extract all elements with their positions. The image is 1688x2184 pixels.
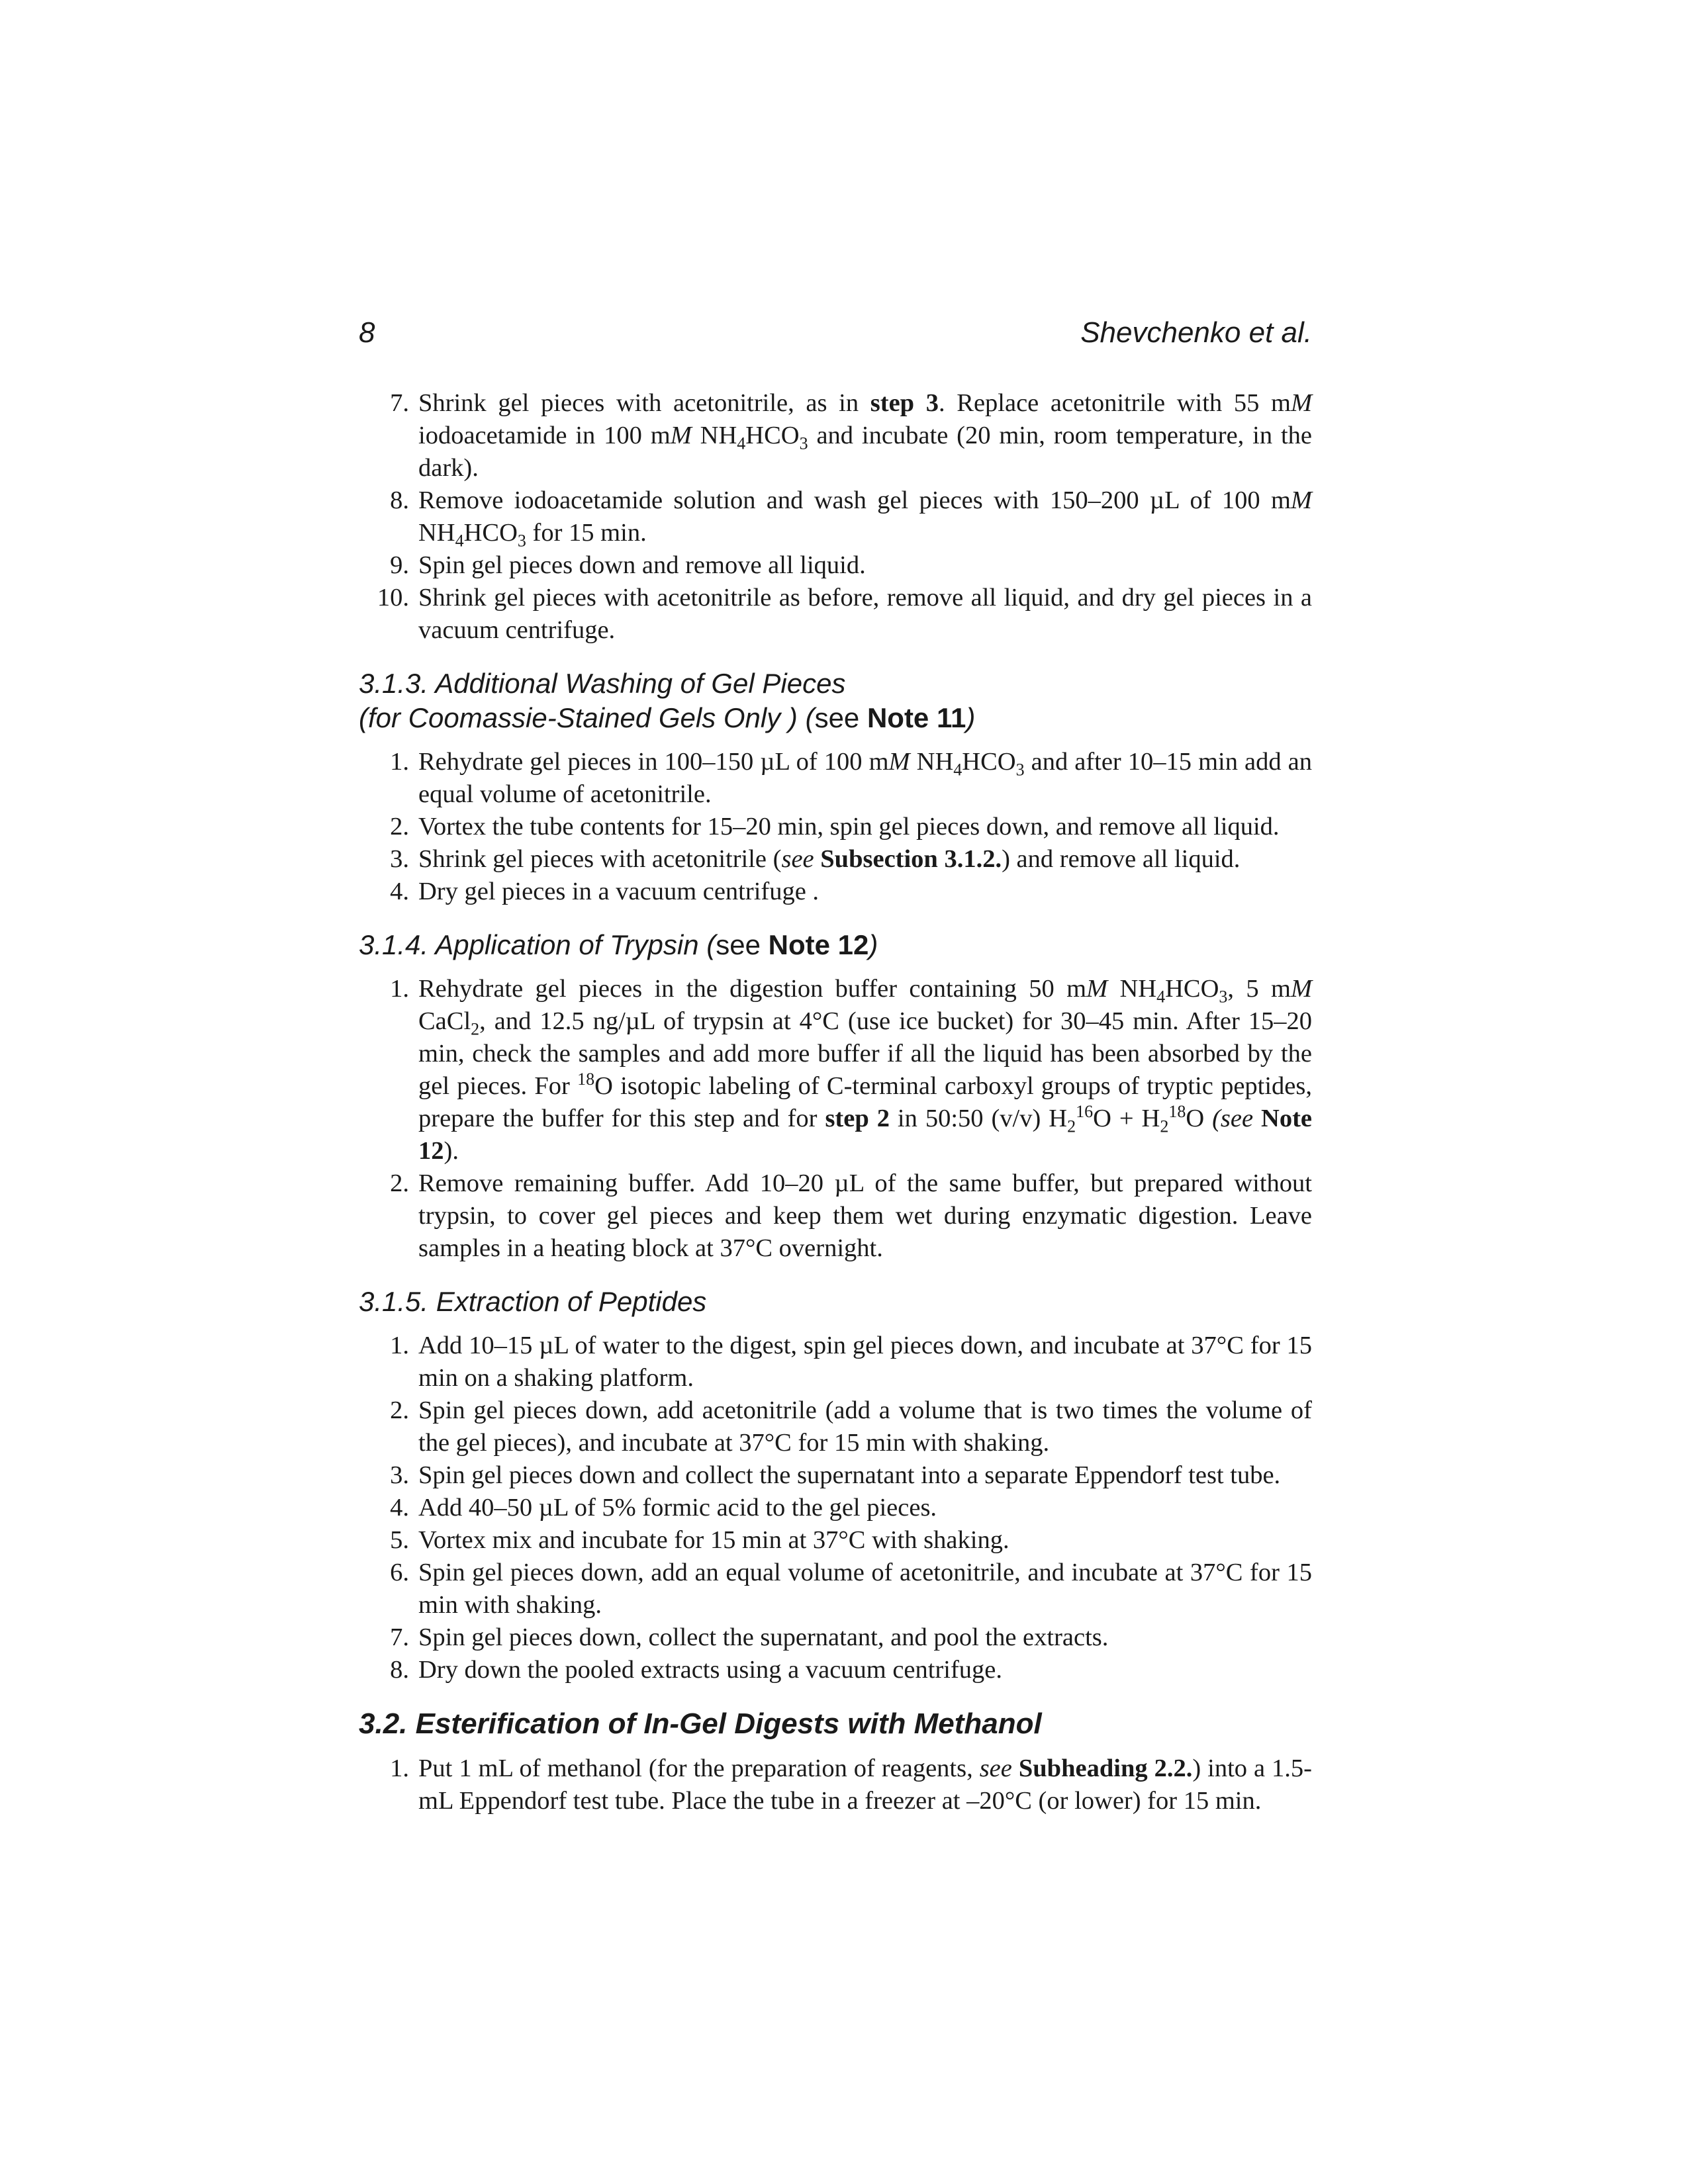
item-number: 2. xyxy=(390,813,409,841)
item-number: 5. xyxy=(390,1526,409,1554)
step-list-3-2 xyxy=(359,1752,1312,1817)
item-text: Shrink gel pieces with acetonitrile (see Subsection 3.1.2.) and remove all liquid. xyxy=(418,845,1241,873)
step-list-3-1-3 xyxy=(359,746,1312,908)
list-item xyxy=(359,387,1312,484)
step-reference: step 2 xyxy=(825,1105,890,1132)
item-text: Put 1 mL of methanol (for the preparation of reagents, see Subheading 2.2.) into a 1.5-mL Eppendorf test tube. Place the tube in a freezer at –20°C (or lower) for 15 min. xyxy=(418,1754,1313,1815)
note-reference: Note 11 xyxy=(867,702,966,733)
running-header xyxy=(359,316,1312,357)
item-number: 4. xyxy=(390,878,409,905)
item-text: Dry gel pieces in a vacuum centrifuge . xyxy=(418,878,820,905)
item-text: Add 40–50 µL of 5% formic acid to the gel pieces. xyxy=(418,1494,937,1522)
item-text: Spin gel pieces down, collect the supernatant, and pool the extracts. xyxy=(418,1623,1109,1651)
list-item xyxy=(359,1492,1312,1524)
step-list-3-1-4 xyxy=(359,973,1312,1265)
item-text: Remove iodoacetamide solution and wash gel pieces with 150–200 µL of 100 mM $NH_4HCO_3$ for 15 min. xyxy=(418,486,1312,551)
list-item xyxy=(359,1557,1312,1621)
page-body xyxy=(359,387,1312,1817)
item-text: Spin gel pieces down and remove all liquid. xyxy=(418,551,866,579)
item-number: 9. xyxy=(390,551,409,579)
item-number: 8. xyxy=(390,486,409,514)
list-item xyxy=(359,811,1312,843)
section-heading-3-1-3: 3.1.3. Additional Washing of Gel Pieces (for Coomassie-Stained Gels Only ) (see Note 11) xyxy=(359,668,976,733)
list-item xyxy=(359,1524,1312,1557)
section-heading-3-2: 3.2. Esterification of In-Gel Digests with Methanol xyxy=(359,1707,1042,1740)
list-item xyxy=(359,843,1312,876)
list-item xyxy=(359,876,1312,908)
note-reference: Note 12 xyxy=(418,1105,1312,1165)
item-text: Rehydrate gel pieces in 100–150 µL of 100 mM $NH_4HCO_3$ and after 10–15 min add an equal volume of acetonitrile. xyxy=(418,748,1312,808)
running-head-authors: Shevchenko et al. xyxy=(1080,316,1312,349)
item-text: Vortex the tube contents for 15–20 min, spin gel pieces down, and remove all liquid. xyxy=(418,813,1280,841)
item-text: Shrink gel pieces with acetonitrile, as in step 3. Replace acetonitrile with 55 mM iodoacetamide in 100 mM $NH_4HCO_3$ and incubate (20 min, room temperature, in the dark). xyxy=(418,389,1313,482)
item-number: 8. xyxy=(390,1656,409,1684)
list-item xyxy=(359,582,1312,647)
item-number: 1. xyxy=(390,975,409,1003)
list-item xyxy=(359,1752,1312,1817)
list-item xyxy=(359,973,1312,1167)
item-text: Dry down the pooled extracts using a vacuum centrifuge. xyxy=(418,1656,1003,1684)
list-item xyxy=(359,746,1312,811)
page-number: 8 xyxy=(359,316,375,349)
item-text: Add 10–15 µL of water to the digest, spin gel pieces down, and incubate at 37°C for 15 min on a shaking platform. xyxy=(418,1332,1312,1392)
continued-step-list xyxy=(359,387,1312,647)
item-number: 7. xyxy=(390,389,409,417)
list-item xyxy=(359,1394,1312,1459)
item-text: Spin gel pieces down, add acetonitrile (add a volume that is two times the volume of the gel pieces), and incubate at 37°C for 15 min with shaking. xyxy=(418,1396,1312,1457)
item-number: 3. xyxy=(390,1461,409,1489)
item-text: Remove remaining buffer. Add 10–20 µL of the same buffer, but prepared without trypsin, to cover gel pieces and keep them wet during enzymatic digestion. Leave samples in a heating block at 37°C overnight. xyxy=(418,1169,1312,1262)
list-item xyxy=(359,1621,1312,1654)
item-text: Shrink gel pieces with acetonitrile as before, remove all liquid, and dry gel pieces in a vacuum centrifuge. xyxy=(418,584,1312,644)
list-item xyxy=(359,484,1312,549)
item-number: 3. xyxy=(390,845,409,873)
item-text: Rehydrate gel pieces in the digestion buffer containing 50 mM $NH_4HCO_3$, 5 mM CaCl$_2$, and 12.5 ng/µL of trypsin at 4°C (use ice bucket) for 30–45 min. After 15–20 min, check the samples and add more buffer if all the liquid has been absorbed by the gel pieces. For $^{18}$O isotopic labeling of C-terminal carboxyl groups of tryptic peptides, prepare the buffer for this step and for step 2 in 50:50 (v/v) $H_2^{16}O + H_2^{18}O$ (see Note 12). xyxy=(418,975,1313,1165)
subheading-reference: Subheading 2.2. xyxy=(1018,1754,1193,1782)
list-item xyxy=(359,549,1312,582)
item-text: Vortex mix and incubate for 15 min at 37°C with shaking. xyxy=(418,1526,1009,1554)
list-item xyxy=(359,1167,1312,1265)
step-list-3-1-5 xyxy=(359,1330,1312,1686)
item-number: 1. xyxy=(390,1754,409,1782)
item-number: 7. xyxy=(390,1623,409,1651)
item-number: 1. xyxy=(390,1332,409,1359)
section-heading-3-1-4: 3.1.4. Application of Trypsin (see Note 12) xyxy=(359,929,878,960)
item-number: 6. xyxy=(390,1559,409,1586)
step-reference: step 3 xyxy=(870,389,939,417)
item-number: 10. xyxy=(377,584,409,612)
item-text: Spin gel pieces down, add an equal volume of acetonitrile, and incubate at 37°C for 15 min with shaking. xyxy=(418,1559,1312,1619)
list-item xyxy=(359,1330,1312,1394)
item-number: 1. xyxy=(390,748,409,776)
list-item xyxy=(359,1654,1312,1686)
item-number: 2. xyxy=(390,1169,409,1197)
item-text: Spin gel pieces down and collect the supernatant into a separate Eppendorf test tube. xyxy=(418,1461,1281,1489)
item-number: 4. xyxy=(390,1494,409,1522)
list-item xyxy=(359,1459,1312,1492)
subsection-reference: Subsection 3.1.2. xyxy=(820,845,1002,873)
item-number: 2. xyxy=(390,1396,409,1424)
section-heading-3-1-5: 3.1.5. Extraction of Peptides xyxy=(359,1286,707,1317)
note-reference: Note 12 xyxy=(768,929,869,960)
